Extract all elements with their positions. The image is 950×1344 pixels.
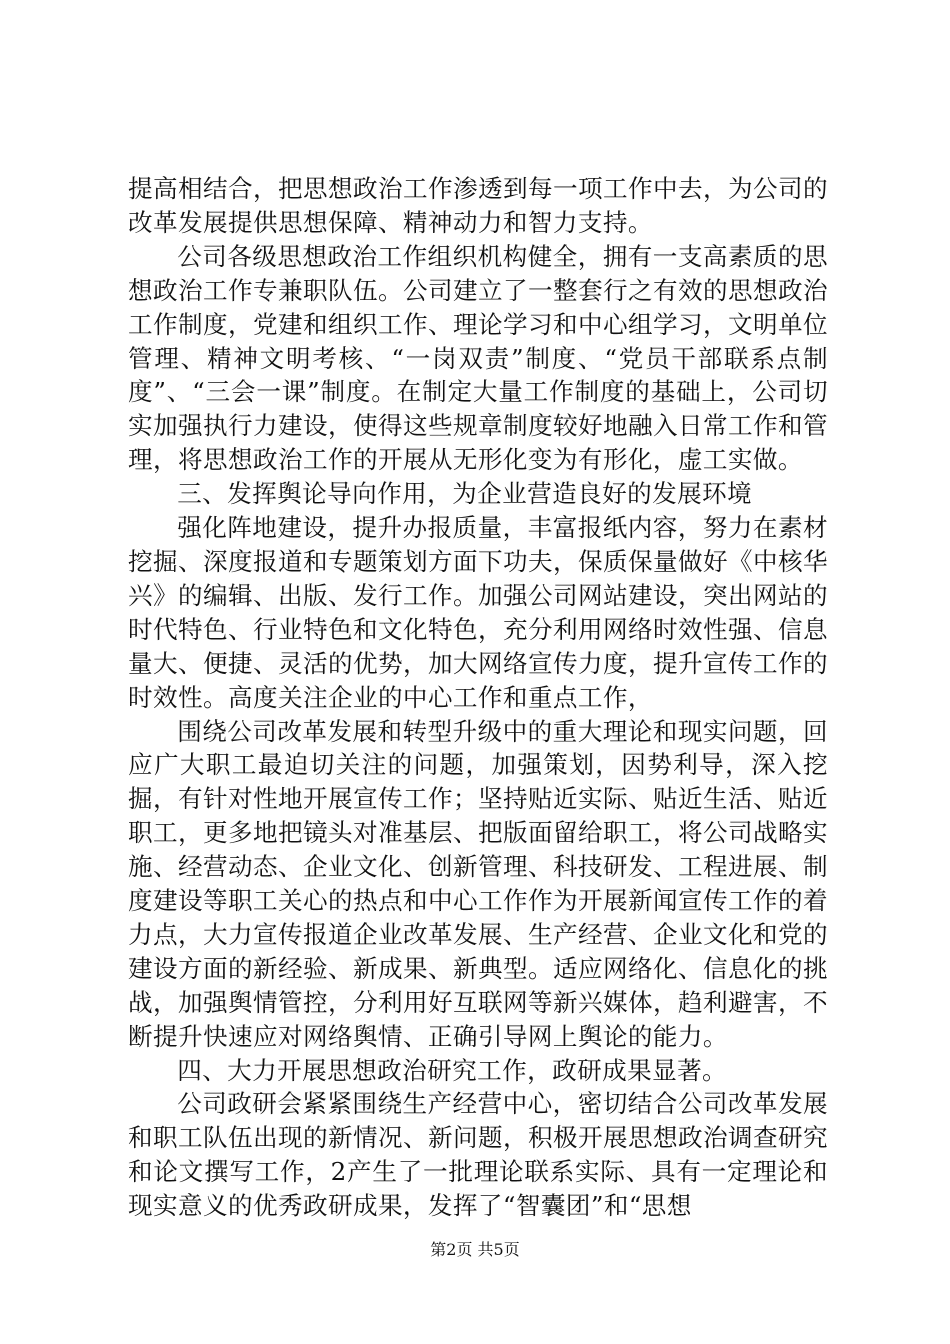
- section-heading-4: 四、大力开展思想政治研究工作，政研成果显著。: [177, 1055, 728, 1085]
- paragraph-media-building: 强化阵地建设，提升办报质量，丰富报纸内容，努力在素材挖掘、深度报道和专题策划方面下功夫，保质保量做好《中核华兴》的编辑、出版、发行工作。加强公司网站建设，突出网站的时代特色、行业特色和文化特色，充分利用网络时效性强、信息量大、便捷、灵活的优势，加大网络宣传力度，提升宣传工作的时效性。高度关注企业的中心工作和重点工作，: [128, 513, 828, 712]
- body-text: [128, 172, 828, 1223]
- paragraph-organization: 公司各级思想政治工作组织机构健全，拥有一支高素质的思想政治工作专兼职队伍。公司建立了一整套行之有效的思想政治工作制度，党建和组织工作、理论学习和中心组学习，文明单位管理、精神文明考核、“一岗双责”制度、“党员干部联系点制度”、“三会一课”制度。在制定大量工作制度的基础上，公司切实加强执行力建设，使得这些规章制度较好地融入日常工作和管理，将思想政治工作的开展从无形化变为有形化，虚工实做。: [128, 241, 828, 475]
- paragraph-continuation: 提高相结合，把思想政治工作渗透到每一项工作中去，为公司的改革发展提供思想保障、精神动力和智力支持。: [128, 174, 828, 237]
- section-heading-3: 三、发挥舆论导向作用，为企业营造良好的发展环境: [177, 479, 753, 509]
- page-number-footer: 第2页 共5页: [430, 1240, 520, 1259]
- paragraph-research: 公司政研会紧紧围绕生产经营中心，密切结合公司改革发展和职工队伍出现的新情况、新问题，积极开展思想政治调查研究和论文撰写工作，2产生了一批理论联系实际、具有一定理论和现实意义的优秀政研成果，发挥了“智囊团”和“思想: [128, 1089, 828, 1221]
- paragraph-publicity: 围绕公司改革发展和转型升级中的重大理论和现实问题，回应广大职工最迫切关注的问题，加强策划，因势利导，深入挖掘，有针对性地开展宣传工作；坚持贴近实际、贴近生活、贴近职工，更多地把镜头对准基层、把版面留给职工，将公司战略实施、经营动态、企业文化、创新管理、科技研发、工程进展、制度建设等职工关心的热点和中心工作作为开展新闻宣传工作的着力点，大力宣传报道企业改革发展、生产经营、企业文化和党的建设方面的新经验、新成果、新典型。适应网络化、信息化的挑战，加强舆情管控，分利用好互联网等新兴媒体，趋利避害，不断提升快速应对网络舆情、正确引导网上舆论的能力。: [128, 716, 828, 1051]
